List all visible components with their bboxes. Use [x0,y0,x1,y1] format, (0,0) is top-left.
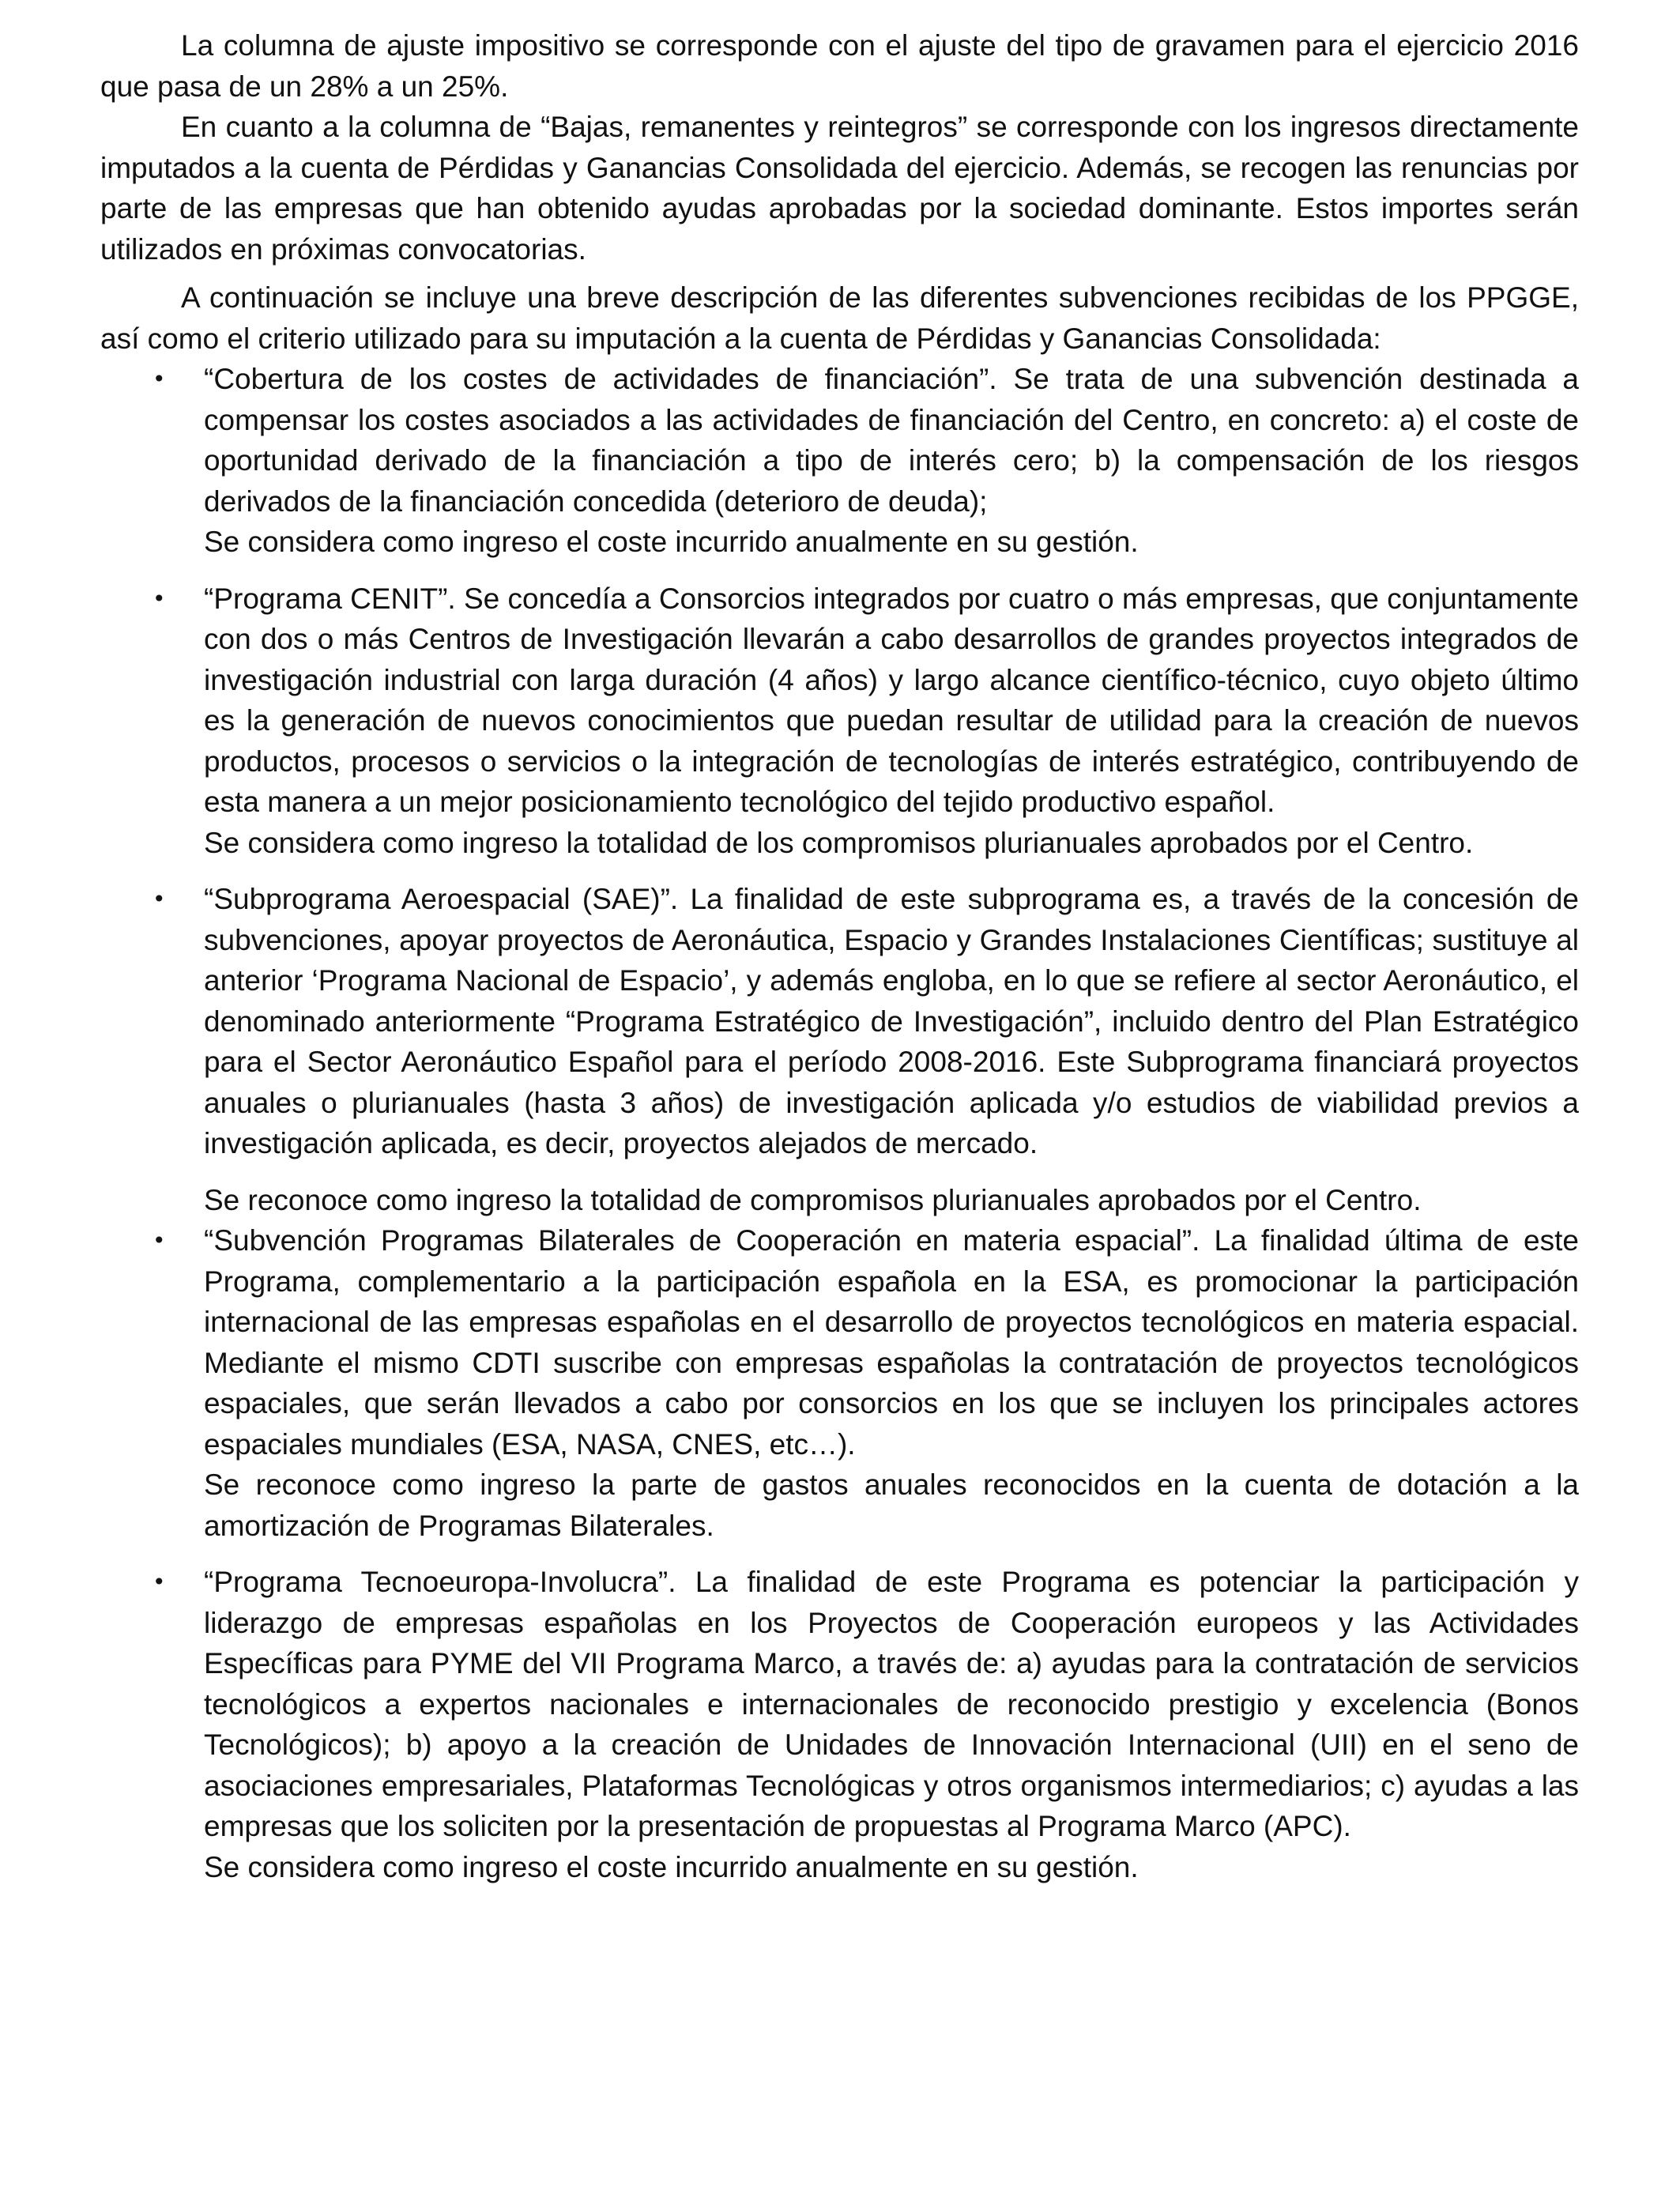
bullet-icon: • [153,585,166,612]
list-item-sae [100,879,1579,1164]
document-body [100,25,1579,1887]
subsidy-criterion: Se considera como ingreso el coste incurrido anualmente en su gestión. [204,1850,1139,1883]
subsidy-description: “Programa Tecnoeuropa-Involucra”. La finalidad de este Programa es potenciar la participación y liderazgo de empresas españolas en los Proyectos de Cooperación europeos y las Actividades Específicas para PYME del VII Programa Marco, a través de: a) ayudas para la contratación de servicios tecnológicos a expertos nacionales e internacionales de reconocido prestigio y excelencia (Bonos Tecnológicos); b) apoyo a la creación de Unidades de Innovación Internacional (UII) en el seno de asociaciones empresariales, Plataformas Tecnológicas y otros organismos intermediarios; c) ayudas a las empresas que los soliciten por la presentación de propuestas al Programa Marco (APC). [204,1566,1579,1842]
list-item-tecnoeuropa [100,1562,1579,1887]
bullet-icon: • [153,886,166,912]
subsidies-list [100,359,1579,1164]
list-item-financing-costs [100,359,1579,563]
subsidy-criterion: Se considera como ingreso el coste incurrido anualmente en su gestión. [204,526,1139,558]
subsidies-list-continued [100,1220,1579,1887]
bullet-icon: • [153,366,166,392]
bullet-icon: • [153,1569,166,1595]
list-item-cenit [100,579,1579,864]
subsidy-description: “Programa CENIT”. Se concedía a Consorcios integrados por cuatro o más empresas, que conjuntamente con dos o más Centros de Investigación llevarán a cabo desarrollos de grandes proyectos integrados de investigación industrial con larga duración (4 años) y largo alcance científico-técnico, cuyo objeto último es la generación de nuevos conocimientos que puedan resultar de utilidad para la creación de nuevos productos, procesos o servicios o la integración de tecnologías de interés estratégico, contribuyendo de esta manera a un mejor posicionamiento tecnológico del tejido productivo español. [204,582,1579,818]
list-item-bilateral [100,1220,1579,1546]
subsidy-criterion: Se considera como ingreso la totalidad de los compromisos plurianuales aprobados por el Centro. [204,826,1474,859]
paragraph-tax-adjustment: La columna de ajuste impositivo se corresponde con el ajuste del tipo de gravamen para el ejercicio 2016 que pasa de un 28% a un 25%. [100,29,1579,103]
subsidy-description: “Subvención Programas Bilaterales de Cooperación en materia espacial”. La finalidad última de este Programa, complementario a la participación española en la ESA, es promocionar la participación internacional de las empresas españolas en el desarrollo de proyectos tecnológicos en materia espacial. Mediante el mismo CDTI suscribe con empresas españolas la contratación de proyectos tecnológicos espaciales, que serán llevados a cabo por consorcios en los que se incluyen los principales actores espaciales mundiales (ESA, NASA, CNES, etc…). [204,1224,1579,1461]
subsidy-description: “Subprograma Aeroespacial (SAE)”. La finalidad de este subprograma es, a través de la concesión de subvenciones, apoyar proyectos de Aeronáutica, Espacio y Grandes Instalaciones Científicas; sustituye al anterior ‘Programa Nacional de Espacio’, y además engloba, en lo que se refiere al sector Aeronáutico, el denominado anteriormente “Programa Estratégico de Investigación”, incluido dentro del Plan Estratégico para el Sector Aeronáutico Español para el período 2008-2016. Este Subprograma financiará proyectos anuales o plurianuales (hasta 3 años) de investigación aplicada y/o estudios de viabilidad previos a investigación aplicada, es decir, proyectos alejados de mercado. [204,883,1579,1159]
subsidy-description: “Cobertura de los costes de actividades de financiación”. Se trata de una subvención destinada a compensar los costes asociados a las actividades de financiación del Centro, en concreto: a) el coste de oportunidad derivado de la financiación a tipo de interés cero; b) la compensación de los riesgos derivados de la financiación concedida (deterioro de deuda); [204,363,1579,518]
paragraph-write-offs: En cuanto a la columna de “Bajas, remanentes y reintegros” se corresponde con los ingresos directamente imputados a la cuenta de Pérdidas y Ganancias Consolidada del ejercicio. Además, se recogen las renuncias por parte de las empresas que han obtenido ayudas aprobadas por la sociedad dominante. Estos importes serán utilizados en próximas convocatorias. [100,111,1579,266]
bullet-icon: • [153,1227,166,1253]
paragraph-subsidies-intro: A continuación se incluye una breve descripción de las diferentes subvenciones recibidas de los PPGGE, así como el criterio utilizado para su imputación a la cuenta de Pérdidas y Ganancias Consolidada: [100,281,1579,355]
sae-criterion: Se reconoce como ingreso la totalidad de compromisos plurianuales aprobados por el Centro. [204,1183,1422,1216]
subsidy-criterion: Se reconoce como ingreso la parte de gastos anuales reconocidos en la cuenta de dotación a la amortización de Programas Bilaterales. [204,1468,1579,1542]
